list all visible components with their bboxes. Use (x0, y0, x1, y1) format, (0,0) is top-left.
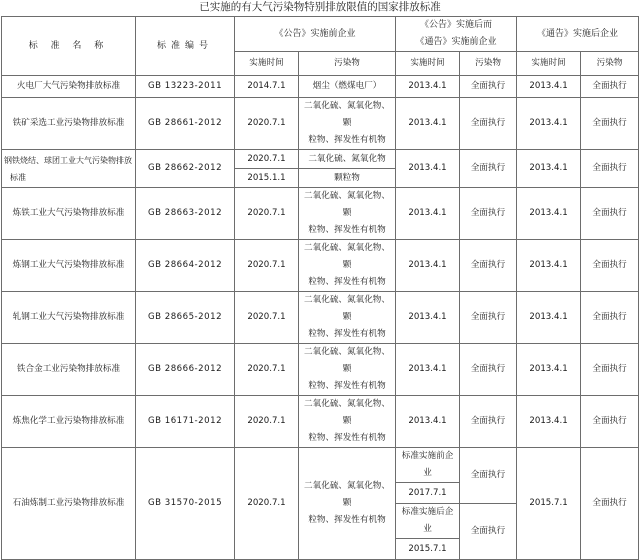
pollutant-after: 全面执行 (581, 188, 639, 240)
standard-code: GB 28665-2012 (136, 292, 235, 344)
pollutant-mid: 全面执行 (460, 98, 517, 150)
pollutant-line: 粒物、挥发性有机物 (308, 277, 386, 287)
pollutant-mid: 全面执行 (460, 188, 517, 240)
pollutant-line: 二氧化硫、氮氧化物、颗 (304, 243, 390, 270)
pollutant-before: 烟尘（燃煤电厂） (299, 76, 396, 98)
time-before: 2020.7.1 (235, 396, 299, 448)
table-row (2, 396, 639, 448)
header-time-2: 实施时间 (396, 52, 460, 76)
header-time-3: 实施时间 (517, 52, 581, 76)
sub-label-before: 标准实施前企业 (396, 448, 460, 483)
time-mid: 2013.4.1 (396, 344, 460, 396)
pollutant-line: 二氧化硫、氮氧化物、颗 (304, 347, 390, 374)
pollutant-mid: 全面执行 (460, 240, 517, 292)
time-before: 2015.1.1 (235, 169, 299, 188)
header-time-1: 实施时间 (235, 52, 299, 76)
pollutant-mid: 全面执行 (460, 396, 517, 448)
time-before: 2020.7.1 (235, 150, 299, 169)
pollutant-before (299, 240, 396, 292)
pollutant-mid: 全面执行 (460, 292, 517, 344)
header-name: 标 准 名 称 (2, 17, 136, 76)
header-pollutant-1: 污染物 (299, 52, 396, 76)
standard-code: GB 31570-2015 (136, 448, 235, 560)
pollutant-after: 全面执行 (581, 344, 639, 396)
time-after: 2013.4.1 (517, 150, 581, 188)
header-pollutant-3: 污染物 (581, 52, 639, 76)
time-mid: 2015.7.1 (396, 539, 460, 560)
pollutant-before (299, 344, 396, 396)
time-mid: 2017.7.1 (396, 483, 460, 504)
header-row-1 (2, 17, 639, 52)
pollutant-line: 二氧化硫、氮氧化物、颗 (304, 191, 390, 218)
time-before: 2020.7.1 (235, 344, 299, 396)
table-row (2, 150, 639, 169)
pollutant-after: 全面执行 (581, 396, 639, 448)
time-after: 2013.4.1 (517, 76, 581, 98)
standards-table (1, 16, 639, 560)
time-after: 2013.4.1 (517, 292, 581, 344)
table-row (2, 240, 639, 292)
pollutant-mid: 全面执行 (460, 504, 517, 560)
table-row (2, 448, 639, 483)
time-mid: 2013.4.1 (396, 396, 460, 448)
table-row (2, 188, 639, 240)
pollutant-line: 粒物、挥发性有机物 (308, 329, 386, 339)
standard-name (2, 150, 136, 188)
table-row (2, 98, 639, 150)
pollutant-line: 二氧化硫、氮氧化物、颗 (304, 295, 390, 322)
pollutant-line: 二氧化硫、氮氧化物、颗 (304, 481, 390, 508)
pollutant-line: 粒物、挥发性有机物 (308, 225, 386, 235)
time-before: 2014.7.1 (235, 76, 299, 98)
time-after: 2013.4.1 (517, 344, 581, 396)
standard-code: GB 28666-2012 (136, 344, 235, 396)
pollutant-line: 粒物、挥发性有机物 (308, 135, 386, 145)
table-row (2, 292, 639, 344)
time-after: 2013.4.1 (517, 98, 581, 150)
pollutant-before (299, 292, 396, 344)
time-before: 2020.7.1 (235, 448, 299, 560)
pollutant-before: 颗粒物 (299, 169, 396, 188)
pollutant-mid: 全面执行 (460, 448, 517, 504)
standard-code: GB 16171-2012 (136, 396, 235, 448)
pollutant-after: 全面执行 (581, 292, 639, 344)
header-gonggao-after-line1: 《公告》实施后而 (420, 20, 493, 30)
standard-name-line2: 标准 (10, 172, 26, 182)
time-mid: 2013.4.1 (396, 98, 460, 150)
pollutant-before (299, 98, 396, 150)
standard-name: 铁矿采选工业污染物排放标准 (2, 98, 136, 150)
standard-name: 轧钢工业大气污染物排放标准 (2, 292, 136, 344)
header-gonggao-after-line2: 《通告》实施前企业 (415, 37, 497, 47)
header-code: 标准编号 (136, 17, 235, 76)
standard-name: 石油炼制工业污染物排放标准 (2, 448, 136, 560)
time-mid: 2013.4.1 (396, 188, 460, 240)
standard-code: GB 13223-2011 (136, 76, 235, 98)
time-mid: 2013.4.1 (396, 292, 460, 344)
table-row (2, 344, 639, 396)
pollutant-line: 粒物、挥发性有机物 (308, 433, 386, 443)
pollutant-before: 二氧化硫、氮氧化物 (299, 150, 396, 169)
time-after: 2013.4.1 (517, 188, 581, 240)
pollutant-line: 二氧化硫、氮氧化物、颗 (304, 101, 390, 128)
standard-name: 炼钢工业大气污染物排放标准 (2, 240, 136, 292)
pollutant-after: 全面执行 (581, 150, 639, 188)
pollutant-mid: 全面执行 (460, 76, 517, 98)
pollutant-after: 全面执行 (581, 76, 639, 98)
pollutant-line: 粒物、挥发性有机物 (308, 515, 386, 525)
standard-name: 炼铁工业大气污染物排放标准 (2, 188, 136, 240)
time-mid: 2013.4.1 (396, 76, 460, 98)
pollutant-before (299, 188, 396, 240)
sub-label-after: 标准实施后企业 (396, 504, 460, 539)
standard-name: 火电厂大气污染物排放标准 (2, 76, 136, 98)
pollutant-line: 二氧化硫、氮氧化物、颗 (304, 399, 390, 426)
time-before: 2020.7.1 (235, 98, 299, 150)
pollutant-after: 全面执行 (581, 240, 639, 292)
time-after: 2015.7.1 (517, 448, 581, 560)
standard-code: GB 28663-2012 (136, 188, 235, 240)
table-row (2, 76, 639, 98)
standard-name-line1: 钢铁烧结、球团工业大气污染物排放 (4, 155, 132, 165)
header-tonggao-after: 《通告》实施后企业 (517, 17, 639, 52)
pollutant-before (299, 396, 396, 448)
header-gonggao-after (396, 17, 517, 52)
standard-code: GB 28662-2012 (136, 150, 235, 188)
header-pollutant-2: 污染物 (460, 52, 517, 76)
header-gonggao-before: 《公告》实施前企业 (235, 17, 396, 52)
time-before: 2020.7.1 (235, 292, 299, 344)
pollutant-line: 粒物、挥发性有机物 (308, 381, 386, 391)
page-title: 已实施的有大气污染物特别排放限值的国家排放标准 (199, 1, 441, 13)
standard-code: GB 28664-2012 (136, 240, 235, 292)
time-before: 2020.7.1 (235, 188, 299, 240)
standard-name: 炼焦化学工业污染物排放标准 (2, 396, 136, 448)
standard-code: GB 28661-2012 (136, 98, 235, 150)
pollutant-mid: 全面执行 (460, 150, 517, 188)
pollutant-mid: 全面执行 (460, 344, 517, 396)
pollutant-before (299, 448, 396, 560)
time-mid: 2013.4.1 (396, 240, 460, 292)
standard-name: 铁合金工业污染物排放标准 (2, 344, 136, 396)
pollutant-after: 全面执行 (581, 448, 639, 560)
time-after: 2013.4.1 (517, 396, 581, 448)
pollutant-after: 全面执行 (581, 98, 639, 150)
time-after: 2013.4.1 (517, 240, 581, 292)
time-mid: 2013.4.1 (396, 150, 460, 188)
time-before: 2020.7.1 (235, 240, 299, 292)
